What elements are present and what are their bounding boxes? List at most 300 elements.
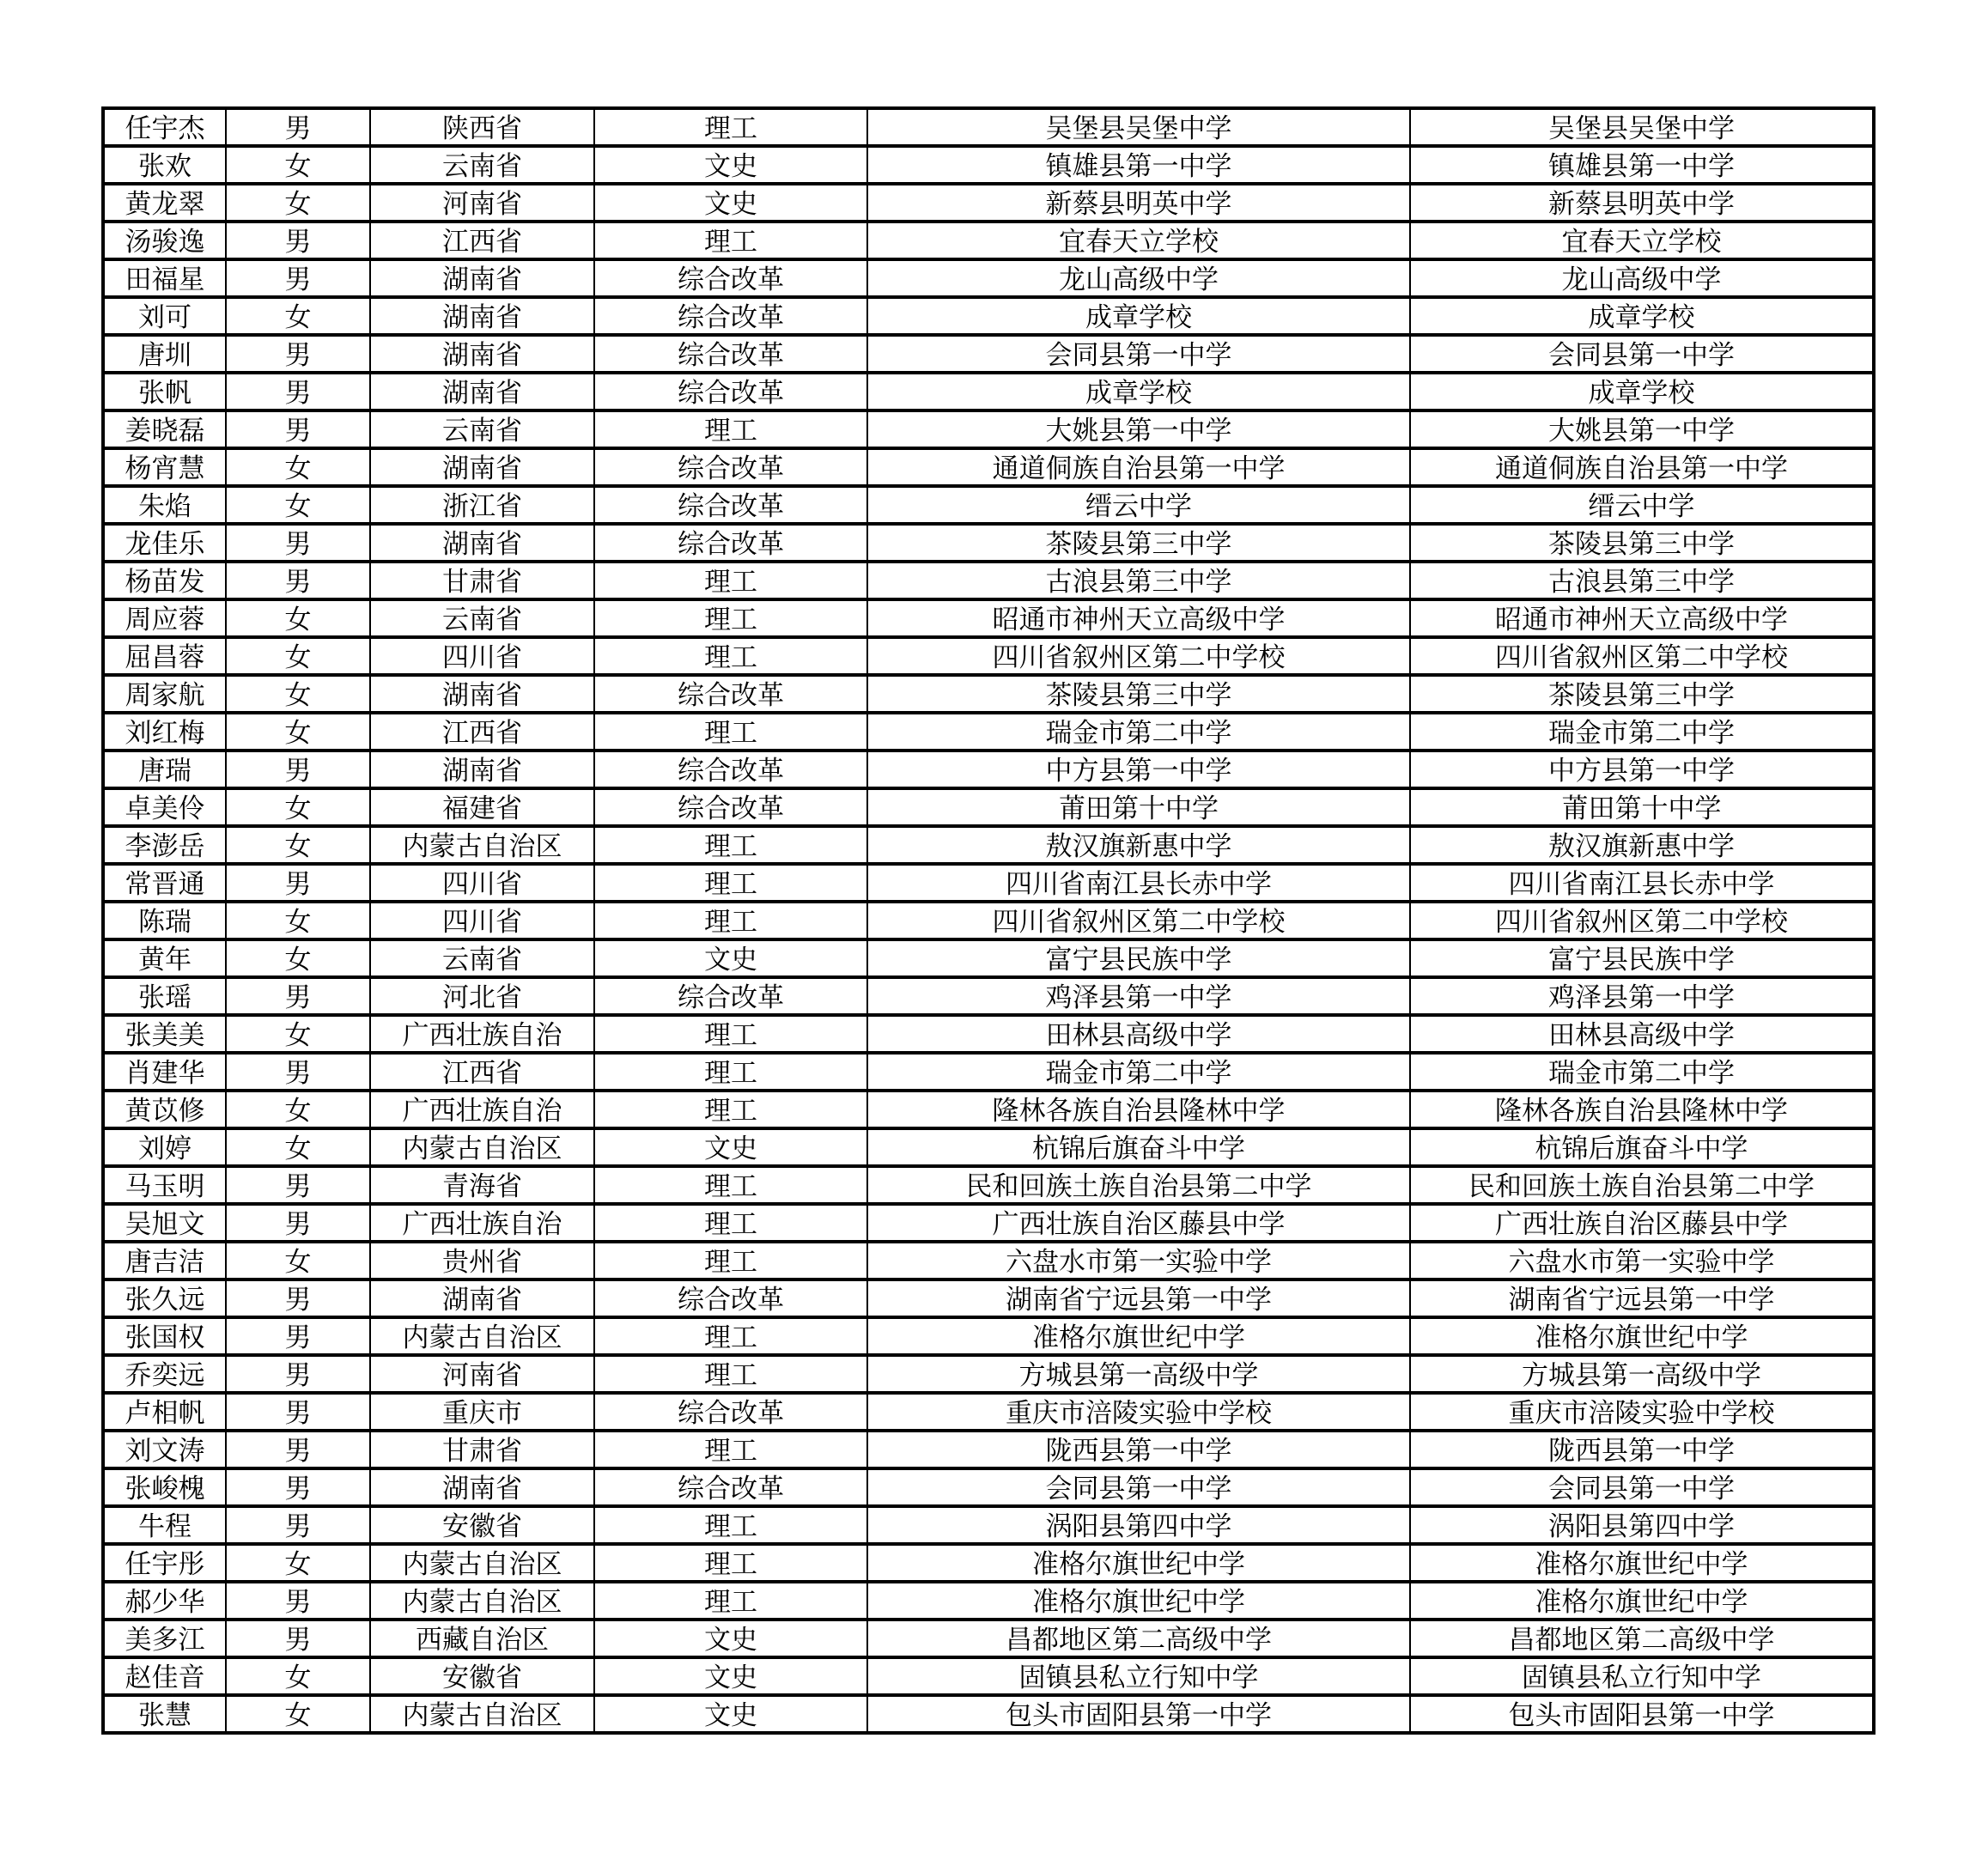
school-repeat-cell: 陇西县第一中学 xyxy=(1410,1431,1874,1468)
school-repeat-cell: 瑞金市第二中学 xyxy=(1410,1053,1874,1091)
school-cell: 四川省南江县长赤中学 xyxy=(867,864,1410,902)
school-repeat-cell: 富宁县民族中学 xyxy=(1410,939,1874,977)
province-cell: 内蒙古自治区 xyxy=(370,1582,594,1620)
gender-cell: 女 xyxy=(226,1015,370,1053)
gender-cell: 女 xyxy=(226,1128,370,1166)
table-row xyxy=(103,524,1874,562)
table-row xyxy=(103,1091,1874,1128)
subject-cell: 文史 xyxy=(594,146,867,184)
school-cell: 会同县第一中学 xyxy=(867,1468,1410,1506)
table-row xyxy=(103,335,1874,373)
subject-cell: 文史 xyxy=(594,184,867,222)
subject-cell: 综合改革 xyxy=(594,788,867,826)
school-repeat-cell: 通道侗族自治县第一中学 xyxy=(1410,448,1874,486)
gender-cell: 男 xyxy=(226,1355,370,1393)
province-cell: 湖南省 xyxy=(370,448,594,486)
subject-cell: 理工 xyxy=(594,562,867,599)
school-cell: 四川省叙州区第二中学校 xyxy=(867,902,1410,939)
school-cell: 缙云中学 xyxy=(867,486,1410,524)
school-cell: 瑞金市第二中学 xyxy=(867,1053,1410,1091)
school-cell: 固镇县私立行知中学 xyxy=(867,1657,1410,1695)
school-repeat-cell: 中方县第一中学 xyxy=(1410,751,1874,788)
table-row xyxy=(103,1242,1874,1279)
subject-cell: 理工 xyxy=(594,410,867,448)
school-cell: 昌都地区第二高级中学 xyxy=(867,1620,1410,1657)
table-row xyxy=(103,562,1874,599)
subject-cell: 文史 xyxy=(594,1657,867,1695)
province-cell: 内蒙古自治区 xyxy=(370,1695,594,1733)
subject-cell: 文史 xyxy=(594,1128,867,1166)
school-repeat-cell: 四川省叙州区第二中学校 xyxy=(1410,637,1874,675)
table-row xyxy=(103,222,1874,259)
province-cell: 江西省 xyxy=(370,1053,594,1091)
table-row xyxy=(103,184,1874,222)
subject-cell: 理工 xyxy=(594,1506,867,1544)
province-cell: 湖南省 xyxy=(370,524,594,562)
table-row xyxy=(103,373,1874,410)
subject-cell: 综合改革 xyxy=(594,373,867,410)
table-row xyxy=(103,486,1874,524)
gender-cell: 女 xyxy=(226,713,370,751)
gender-cell: 男 xyxy=(226,1582,370,1620)
student-name-cell: 唐圳 xyxy=(103,335,226,373)
table-row xyxy=(103,1317,1874,1355)
school-repeat-cell: 包头市固阳县第一中学 xyxy=(1410,1695,1874,1733)
province-cell: 西藏自治区 xyxy=(370,1620,594,1657)
gender-cell: 男 xyxy=(226,864,370,902)
school-repeat-cell: 湖南省宁远县第一中学 xyxy=(1410,1279,1874,1317)
table-row xyxy=(103,977,1874,1015)
school-cell: 准格尔旗世纪中学 xyxy=(867,1582,1410,1620)
subject-cell: 理工 xyxy=(594,1544,867,1582)
school-repeat-cell: 六盘水市第一实验中学 xyxy=(1410,1242,1874,1279)
school-repeat-cell: 缙云中学 xyxy=(1410,486,1874,524)
student-name-cell: 杨苗发 xyxy=(103,562,226,599)
student-name-cell: 黄苡修 xyxy=(103,1091,226,1128)
student-name-cell: 卢相帆 xyxy=(103,1393,226,1431)
gender-cell: 男 xyxy=(226,1620,370,1657)
province-cell: 广西壮族自治 xyxy=(370,1204,594,1242)
gender-cell: 男 xyxy=(226,562,370,599)
province-cell: 青海省 xyxy=(370,1166,594,1204)
school-cell: 陇西县第一中学 xyxy=(867,1431,1410,1468)
school-repeat-cell: 杭锦后旗奋斗中学 xyxy=(1410,1128,1874,1166)
school-cell: 六盘水市第一实验中学 xyxy=(867,1242,1410,1279)
gender-cell: 女 xyxy=(226,1544,370,1582)
province-cell: 湖南省 xyxy=(370,259,594,297)
school-repeat-cell: 准格尔旗世纪中学 xyxy=(1410,1582,1874,1620)
school-repeat-cell: 古浪县第三中学 xyxy=(1410,562,1874,599)
school-cell: 杭锦后旗奋斗中学 xyxy=(867,1128,1410,1166)
table-row xyxy=(103,1393,1874,1431)
subject-cell: 理工 xyxy=(594,637,867,675)
school-cell: 茶陵县第三中学 xyxy=(867,675,1410,713)
province-cell: 河南省 xyxy=(370,1355,594,1393)
table-row xyxy=(103,297,1874,335)
student-name-cell: 吴旭文 xyxy=(103,1204,226,1242)
table-row xyxy=(103,788,1874,826)
province-cell: 内蒙古自治区 xyxy=(370,1317,594,1355)
subject-cell: 综合改革 xyxy=(594,486,867,524)
student-roster-table xyxy=(101,106,1876,1735)
table-row xyxy=(103,1166,1874,1204)
province-cell: 内蒙古自治区 xyxy=(370,826,594,864)
gender-cell: 男 xyxy=(226,1204,370,1242)
school-cell: 昭通市神州天立高级中学 xyxy=(867,599,1410,637)
gender-cell: 女 xyxy=(226,448,370,486)
student-name-cell: 屈昌蓉 xyxy=(103,637,226,675)
school-repeat-cell: 准格尔旗世纪中学 xyxy=(1410,1317,1874,1355)
school-cell: 成章学校 xyxy=(867,373,1410,410)
school-repeat-cell: 涡阳县第四中学 xyxy=(1410,1506,1874,1544)
school-cell: 瑞金市第二中学 xyxy=(867,713,1410,751)
province-cell: 河南省 xyxy=(370,184,594,222)
subject-cell: 理工 xyxy=(594,108,867,146)
student-name-cell: 美多江 xyxy=(103,1620,226,1657)
student-name-cell: 卓美伶 xyxy=(103,788,226,826)
province-cell: 内蒙古自治区 xyxy=(370,1128,594,1166)
province-cell: 安徽省 xyxy=(370,1657,594,1695)
province-cell: 内蒙古自治区 xyxy=(370,1544,594,1582)
table-row xyxy=(103,108,1874,146)
student-name-cell: 常晋通 xyxy=(103,864,226,902)
school-repeat-cell: 茶陵县第三中学 xyxy=(1410,524,1874,562)
subject-cell: 文史 xyxy=(594,939,867,977)
province-cell: 湖南省 xyxy=(370,1468,594,1506)
gender-cell: 男 xyxy=(226,108,370,146)
student-name-cell: 张久远 xyxy=(103,1279,226,1317)
student-name-cell: 乔奕远 xyxy=(103,1355,226,1393)
student-name-cell: 姜晓磊 xyxy=(103,410,226,448)
province-cell: 四川省 xyxy=(370,902,594,939)
subject-cell: 理工 xyxy=(594,1317,867,1355)
student-name-cell: 牛程 xyxy=(103,1506,226,1544)
school-repeat-cell: 四川省叙州区第二中学校 xyxy=(1410,902,1874,939)
school-cell: 通道侗族自治县第一中学 xyxy=(867,448,1410,486)
province-cell: 湖南省 xyxy=(370,373,594,410)
table-row xyxy=(103,826,1874,864)
gender-cell: 女 xyxy=(226,902,370,939)
province-cell: 四川省 xyxy=(370,864,594,902)
gender-cell: 女 xyxy=(226,297,370,335)
student-name-cell: 汤骏逸 xyxy=(103,222,226,259)
table-row xyxy=(103,675,1874,713)
school-cell: 鸡泽县第一中学 xyxy=(867,977,1410,1015)
school-cell: 莆田第十中学 xyxy=(867,788,1410,826)
table-row xyxy=(103,1657,1874,1695)
gender-cell: 男 xyxy=(226,335,370,373)
table-row xyxy=(103,1128,1874,1166)
table-row xyxy=(103,259,1874,297)
school-cell: 敖汉旗新惠中学 xyxy=(867,826,1410,864)
school-repeat-cell: 龙山高级中学 xyxy=(1410,259,1874,297)
school-cell: 重庆市涪陵实验中学校 xyxy=(867,1393,1410,1431)
school-repeat-cell: 宜春天立学校 xyxy=(1410,222,1874,259)
school-repeat-cell: 镇雄县第一中学 xyxy=(1410,146,1874,184)
gender-cell: 女 xyxy=(226,146,370,184)
student-name-cell: 刘可 xyxy=(103,297,226,335)
school-cell: 四川省叙州区第二中学校 xyxy=(867,637,1410,675)
gender-cell: 男 xyxy=(226,1166,370,1204)
subject-cell: 综合改革 xyxy=(594,1393,867,1431)
school-cell: 准格尔旗世纪中学 xyxy=(867,1317,1410,1355)
province-cell: 河北省 xyxy=(370,977,594,1015)
school-repeat-cell: 鸡泽县第一中学 xyxy=(1410,977,1874,1015)
gender-cell: 女 xyxy=(226,826,370,864)
province-cell: 浙江省 xyxy=(370,486,594,524)
subject-cell: 理工 xyxy=(594,902,867,939)
subject-cell: 理工 xyxy=(594,1431,867,1468)
student-name-cell: 田福星 xyxy=(103,259,226,297)
student-name-cell: 刘红梅 xyxy=(103,713,226,751)
gender-cell: 男 xyxy=(226,1317,370,1355)
school-cell: 宜春天立学校 xyxy=(867,222,1410,259)
province-cell: 甘肃省 xyxy=(370,1431,594,1468)
subject-cell: 综合改革 xyxy=(594,297,867,335)
table-row xyxy=(103,1544,1874,1582)
student-name-cell: 周家航 xyxy=(103,675,226,713)
table-row xyxy=(103,146,1874,184)
school-cell: 涡阳县第四中学 xyxy=(867,1506,1410,1544)
subject-cell: 理工 xyxy=(594,222,867,259)
school-cell: 方城县第一高级中学 xyxy=(867,1355,1410,1393)
school-cell: 广西壮族自治区藤县中学 xyxy=(867,1204,1410,1242)
gender-cell: 女 xyxy=(226,1242,370,1279)
school-repeat-cell: 方城县第一高级中学 xyxy=(1410,1355,1874,1393)
table-row xyxy=(103,448,1874,486)
subject-cell: 综合改革 xyxy=(594,1468,867,1506)
gender-cell: 男 xyxy=(226,1431,370,1468)
school-repeat-cell: 莆田第十中学 xyxy=(1410,788,1874,826)
school-repeat-cell: 准格尔旗世纪中学 xyxy=(1410,1544,1874,1582)
subject-cell: 理工 xyxy=(594,1355,867,1393)
subject-cell: 理工 xyxy=(594,713,867,751)
province-cell: 江西省 xyxy=(370,713,594,751)
province-cell: 湖南省 xyxy=(370,335,594,373)
province-cell: 云南省 xyxy=(370,599,594,637)
gender-cell: 男 xyxy=(226,977,370,1015)
school-cell: 田林县高级中学 xyxy=(867,1015,1410,1053)
province-cell: 云南省 xyxy=(370,146,594,184)
province-cell: 广西壮族自治 xyxy=(370,1091,594,1128)
table-row xyxy=(103,1695,1874,1733)
school-cell: 龙山高级中学 xyxy=(867,259,1410,297)
province-cell: 湖南省 xyxy=(370,297,594,335)
gender-cell: 男 xyxy=(226,1506,370,1544)
subject-cell: 理工 xyxy=(594,864,867,902)
school-cell: 大姚县第一中学 xyxy=(867,410,1410,448)
student-name-cell: 赵佳音 xyxy=(103,1657,226,1695)
gender-cell: 女 xyxy=(226,675,370,713)
school-cell: 成章学校 xyxy=(867,297,1410,335)
province-cell: 福建省 xyxy=(370,788,594,826)
table-row xyxy=(103,1468,1874,1506)
table-row xyxy=(103,599,1874,637)
gender-cell: 男 xyxy=(226,1053,370,1091)
province-cell: 贵州省 xyxy=(370,1242,594,1279)
school-cell: 中方县第一中学 xyxy=(867,751,1410,788)
school-repeat-cell: 成章学校 xyxy=(1410,297,1874,335)
school-repeat-cell: 大姚县第一中学 xyxy=(1410,410,1874,448)
gender-cell: 女 xyxy=(226,637,370,675)
school-repeat-cell: 重庆市涪陵实验中学校 xyxy=(1410,1393,1874,1431)
student-name-cell: 张国权 xyxy=(103,1317,226,1355)
gender-cell: 男 xyxy=(226,1468,370,1506)
student-name-cell: 张帆 xyxy=(103,373,226,410)
table-row xyxy=(103,1204,1874,1242)
school-repeat-cell: 会同县第一中学 xyxy=(1410,335,1874,373)
school-repeat-cell: 四川省南江县长赤中学 xyxy=(1410,864,1874,902)
table-row xyxy=(103,939,1874,977)
student-name-cell: 唐瑞 xyxy=(103,751,226,788)
gender-cell: 女 xyxy=(226,1695,370,1733)
gender-cell: 女 xyxy=(226,599,370,637)
school-repeat-cell: 吴堡县吴堡中学 xyxy=(1410,108,1874,146)
student-name-cell: 李澎岳 xyxy=(103,826,226,864)
student-name-cell: 刘文涛 xyxy=(103,1431,226,1468)
gender-cell: 女 xyxy=(226,184,370,222)
subject-cell: 综合改革 xyxy=(594,675,867,713)
subject-cell: 综合改革 xyxy=(594,751,867,788)
gender-cell: 男 xyxy=(226,373,370,410)
school-repeat-cell: 昭通市神州天立高级中学 xyxy=(1410,599,1874,637)
school-repeat-cell: 昌都地区第二高级中学 xyxy=(1410,1620,1874,1657)
province-cell: 湖南省 xyxy=(370,675,594,713)
table-row xyxy=(103,1355,1874,1393)
gender-cell: 女 xyxy=(226,486,370,524)
table-row xyxy=(103,1506,1874,1544)
school-cell: 镇雄县第一中学 xyxy=(867,146,1410,184)
subject-cell: 理工 xyxy=(594,1091,867,1128)
table-row xyxy=(103,1015,1874,1053)
province-cell: 云南省 xyxy=(370,939,594,977)
school-repeat-cell: 田林县高级中学 xyxy=(1410,1015,1874,1053)
student-name-cell: 周应蓉 xyxy=(103,599,226,637)
subject-cell: 理工 xyxy=(594,826,867,864)
school-repeat-cell: 新蔡县明英中学 xyxy=(1410,184,1874,222)
subject-cell: 综合改革 xyxy=(594,977,867,1015)
subject-cell: 理工 xyxy=(594,1166,867,1204)
province-cell: 江西省 xyxy=(370,222,594,259)
school-repeat-cell: 固镇县私立行知中学 xyxy=(1410,1657,1874,1695)
gender-cell: 男 xyxy=(226,1279,370,1317)
student-name-cell: 张美美 xyxy=(103,1015,226,1053)
gender-cell: 男 xyxy=(226,1393,370,1431)
school-repeat-cell: 广西壮族自治区藤县中学 xyxy=(1410,1204,1874,1242)
subject-cell: 理工 xyxy=(594,1204,867,1242)
subject-cell: 理工 xyxy=(594,1242,867,1279)
province-cell: 重庆市 xyxy=(370,1393,594,1431)
table-row xyxy=(103,864,1874,902)
student-name-cell: 任宇彤 xyxy=(103,1544,226,1582)
school-cell: 准格尔旗世纪中学 xyxy=(867,1544,1410,1582)
gender-cell: 男 xyxy=(226,410,370,448)
school-repeat-cell: 会同县第一中学 xyxy=(1410,1468,1874,1506)
province-cell: 湖南省 xyxy=(370,751,594,788)
gender-cell: 女 xyxy=(226,939,370,977)
gender-cell: 男 xyxy=(226,751,370,788)
school-cell: 茶陵县第三中学 xyxy=(867,524,1410,562)
subject-cell: 文史 xyxy=(594,1695,867,1733)
school-repeat-cell: 茶陵县第三中学 xyxy=(1410,675,1874,713)
subject-cell: 综合改革 xyxy=(594,448,867,486)
gender-cell: 女 xyxy=(226,1657,370,1695)
student-name-cell: 龙佳乐 xyxy=(103,524,226,562)
student-name-cell: 黄龙翠 xyxy=(103,184,226,222)
student-name-cell: 张峻槐 xyxy=(103,1468,226,1506)
student-name-cell: 张慧 xyxy=(103,1695,226,1733)
student-name-cell: 张欢 xyxy=(103,146,226,184)
school-cell: 隆林各族自治县隆林中学 xyxy=(867,1091,1410,1128)
student-name-cell: 杨宵慧 xyxy=(103,448,226,486)
province-cell: 湖南省 xyxy=(370,1279,594,1317)
student-name-cell: 朱焰 xyxy=(103,486,226,524)
subject-cell: 理工 xyxy=(594,1053,867,1091)
gender-cell: 男 xyxy=(226,524,370,562)
gender-cell: 男 xyxy=(226,222,370,259)
table-row xyxy=(103,637,1874,675)
subject-cell: 理工 xyxy=(594,1015,867,1053)
subject-cell: 理工 xyxy=(594,599,867,637)
table-row xyxy=(103,713,1874,751)
school-cell: 富宁县民族中学 xyxy=(867,939,1410,977)
table-row xyxy=(103,1431,1874,1468)
province-cell: 广西壮族自治 xyxy=(370,1015,594,1053)
province-cell: 四川省 xyxy=(370,637,594,675)
table-row xyxy=(103,1053,1874,1091)
subject-cell: 综合改革 xyxy=(594,1279,867,1317)
school-cell: 古浪县第三中学 xyxy=(867,562,1410,599)
school-repeat-cell: 成章学校 xyxy=(1410,373,1874,410)
student-name-cell: 马玉明 xyxy=(103,1166,226,1204)
subject-cell: 综合改革 xyxy=(594,335,867,373)
school-cell: 湖南省宁远县第一中学 xyxy=(867,1279,1410,1317)
student-name-cell: 郝少华 xyxy=(103,1582,226,1620)
student-name-cell: 唐吉洁 xyxy=(103,1242,226,1279)
gender-cell: 男 xyxy=(226,259,370,297)
school-cell: 会同县第一中学 xyxy=(867,335,1410,373)
subject-cell: 理工 xyxy=(594,1582,867,1620)
student-name-cell: 黄年 xyxy=(103,939,226,977)
student-name-cell: 任宇杰 xyxy=(103,108,226,146)
student-name-cell: 肖建华 xyxy=(103,1053,226,1091)
subject-cell: 文史 xyxy=(594,1620,867,1657)
table-row xyxy=(103,751,1874,788)
table-body xyxy=(103,108,1874,1733)
gender-cell: 女 xyxy=(226,788,370,826)
province-cell: 甘肃省 xyxy=(370,562,594,599)
province-cell: 陕西省 xyxy=(370,108,594,146)
table-row xyxy=(103,902,1874,939)
table-row xyxy=(103,1582,1874,1620)
gender-cell: 女 xyxy=(226,1091,370,1128)
school-repeat-cell: 瑞金市第二中学 xyxy=(1410,713,1874,751)
school-cell: 民和回族土族自治县第二中学 xyxy=(867,1166,1410,1204)
province-cell: 云南省 xyxy=(370,410,594,448)
school-cell: 新蔡县明英中学 xyxy=(867,184,1410,222)
table-row xyxy=(103,1620,1874,1657)
school-repeat-cell: 民和回族土族自治县第二中学 xyxy=(1410,1166,1874,1204)
school-cell: 吴堡县吴堡中学 xyxy=(867,108,1410,146)
school-cell: 包头市固阳县第一中学 xyxy=(867,1695,1410,1733)
student-name-cell: 陈瑞 xyxy=(103,902,226,939)
school-repeat-cell: 敖汉旗新惠中学 xyxy=(1410,826,1874,864)
table-row xyxy=(103,410,1874,448)
subject-cell: 综合改革 xyxy=(594,259,867,297)
school-repeat-cell: 隆林各族自治县隆林中学 xyxy=(1410,1091,1874,1128)
subject-cell: 综合改革 xyxy=(594,524,867,562)
student-name-cell: 张瑶 xyxy=(103,977,226,1015)
